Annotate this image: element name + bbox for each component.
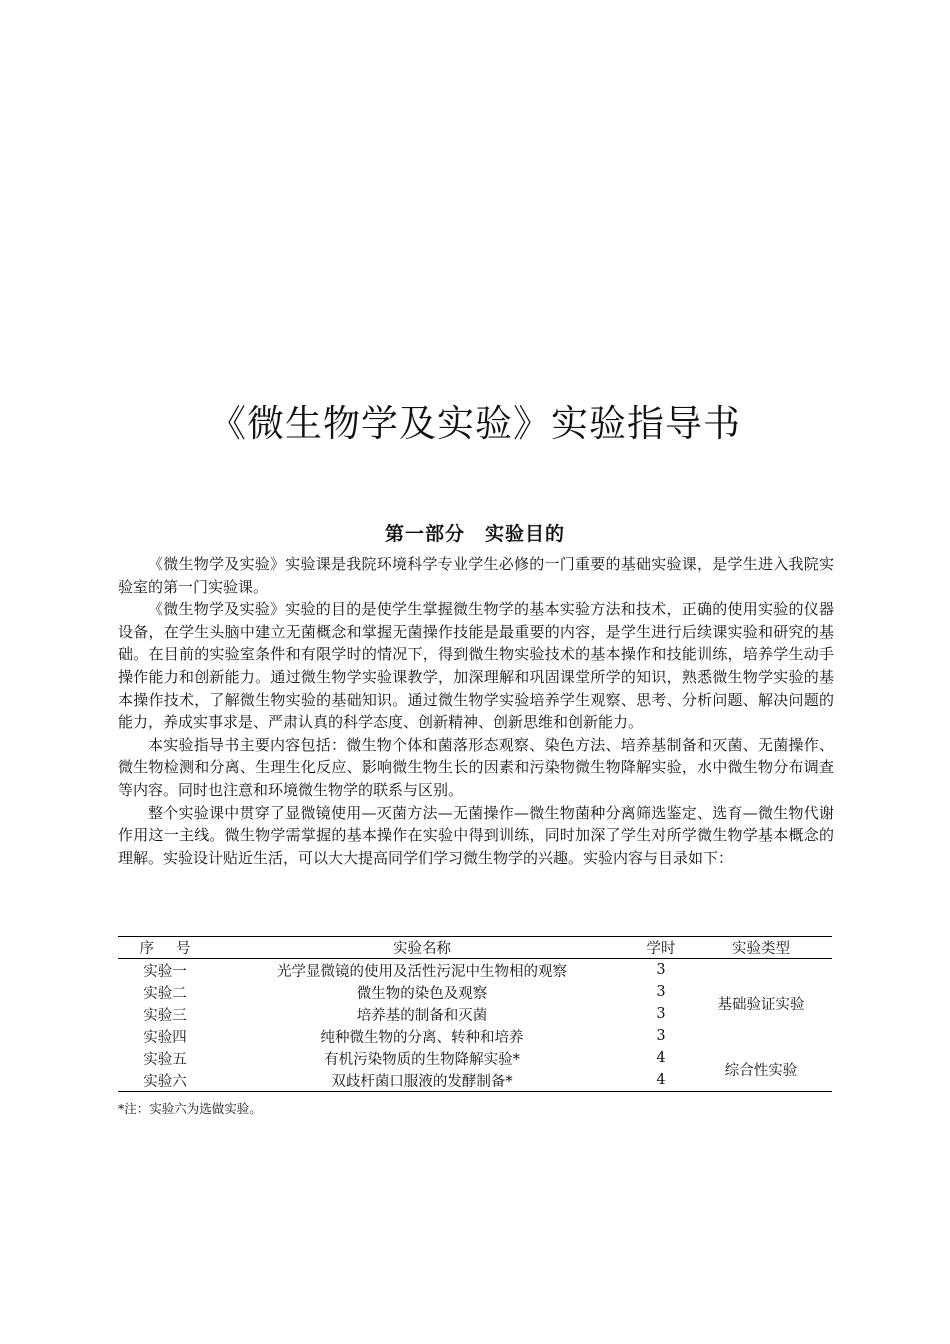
section-heading: 第一部分 实验目的 xyxy=(384,522,565,545)
row-hours: 4 xyxy=(656,1072,666,1088)
row-hours: 3 xyxy=(656,1006,666,1022)
row-seq: 实验四 xyxy=(143,1029,187,1046)
header-seq-b: 号 xyxy=(176,941,191,957)
row-name: 纯种微生物的分离、转种和培养 xyxy=(320,1029,524,1046)
row-seq: 实验六 xyxy=(143,1073,187,1090)
paragraph: 《微生物学及实验》实验的目的是使学生掌握微生物学的基本实验方法和技术，正确的使用实验的仪器设备，在学生头脑中建立无菌概念和掌握无菌操作技能是最重要的内容，是学生进行后续课实验和研究的基础。在目前的实验室条件和有限学时的情况下，得到微生物实验技术的基本操作和技能训练，培养学生动手操作能力和创新能力。通过微生物学实验课教学，加深理解和巩固课堂所学的知识，熟悉微生物学实验的基本操作技术，了解微生物实验的基础知识。通过微生物学实验培养学生观察、思考、分析问题、解决问题的能力，养成实事求是、严肃认真的科学态度、创新精神、创新思维和创新能力。 xyxy=(118,600,834,732)
row-name: 光学显微镜的使用及活性污泥中生物相的观察 xyxy=(277,963,567,980)
row-hours: 3 xyxy=(656,984,666,1000)
document-title: 《微生物学及实验》实验指导书 xyxy=(209,401,741,445)
row-type-basic: 基础验证实验 xyxy=(717,996,805,1013)
table-row xyxy=(118,959,832,982)
header-seq-a: 序 xyxy=(139,941,154,957)
paragraph: 《微生物学及实验》实验课是我院环境科学专业学生必修的一门重要的基础实验课，是学生进入我院实验室的第一门实验课。 xyxy=(118,555,834,596)
paragraph: 整个实验课中贯穿了显微镜使用—灭菌方法—无菌操作—微生物菌种分离筛选鉴定、选育—微生物代谢作用这一主线。微生物学需掌握的基本操作在实验中得到训练，同时加深了学生对所学微生物学基本概念的理解。实验设计贴近生活，可以大大提高同学们学习微生物学的兴趣。实验内容与目录如下： xyxy=(118,803,834,867)
row-name: 双歧杆菌口服液的发酵制备* xyxy=(331,1073,513,1090)
row-name: 微生物的染色及观察 xyxy=(356,985,488,1002)
header-type: 实验类型 xyxy=(690,937,832,959)
row-seq: 实验五 xyxy=(143,1051,187,1068)
header-seq xyxy=(118,937,212,959)
row-hours: 3 xyxy=(656,962,666,978)
table-footnote: *注：实验六为选做实验。 xyxy=(118,1101,262,1116)
header-hours: 学时 xyxy=(632,937,690,959)
table-header-row xyxy=(118,937,832,959)
row-type-comprehensive: 综合性实验 xyxy=(724,1062,798,1079)
row-seq: 实验二 xyxy=(143,985,187,1002)
row-seq: 实验一 xyxy=(143,963,187,980)
row-name: 有机污染物质的生物降解实验* xyxy=(324,1051,520,1068)
row-name: 培养基的制备和灭菌 xyxy=(356,1007,488,1024)
row-hours: 4 xyxy=(656,1050,666,1066)
row-hours: 3 xyxy=(656,1028,666,1044)
header-name: 实验名称 xyxy=(212,937,632,959)
experiment-table xyxy=(118,936,832,1092)
table-row xyxy=(118,1047,832,1069)
paragraph: 本实验指导书主要内容包括：微生物个体和菌落形态观察、染色方法、培养基制备和灭菌、无菌操作、微生物检测和分离、生理生化反应、影响微生物生长的因素和污染物微生物降解实验，水中微生物分布调查等内容。同时也注意和环境微生物学的联系与区别。 xyxy=(118,735,834,799)
body-text xyxy=(118,553,834,869)
row-seq: 实验三 xyxy=(143,1007,187,1024)
